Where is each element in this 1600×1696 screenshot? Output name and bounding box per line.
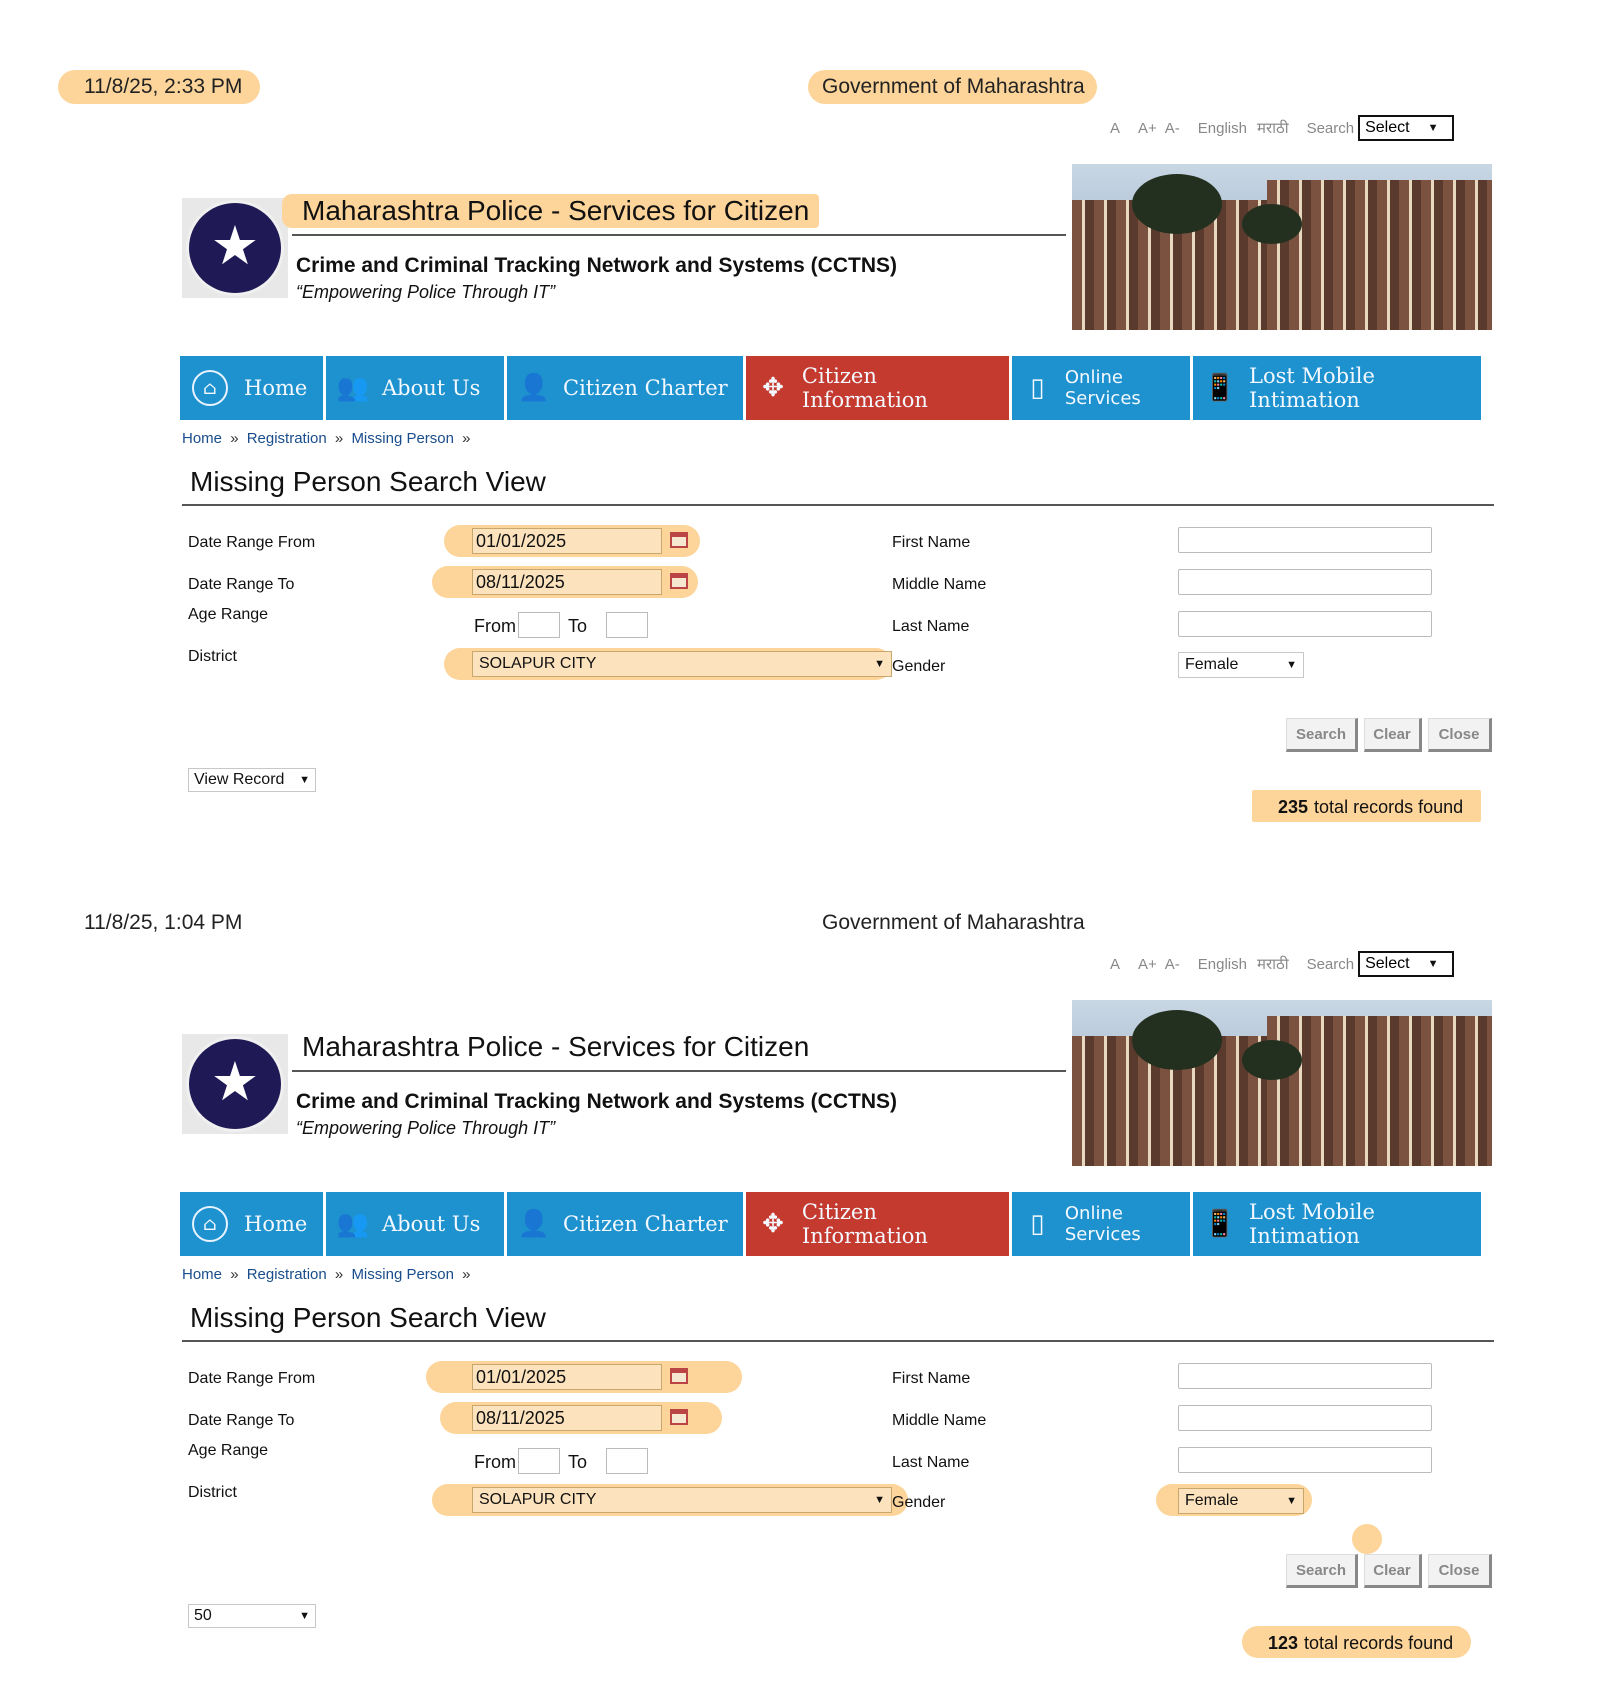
nav-information-label: Citizen Information (801, 364, 928, 412)
site-search-select[interactable] (1358, 951, 1454, 977)
nav-about-us[interactable] (326, 1192, 504, 1256)
age-from-input[interactable] (518, 612, 560, 638)
date-from-label: Date Range From (188, 534, 316, 551)
calendar-icon[interactable] (670, 1409, 688, 1425)
main-navigation (180, 356, 1484, 420)
age-to-input[interactable] (606, 1448, 648, 1474)
clear-button[interactable]: Clear (1364, 1554, 1422, 1588)
print-date: 11/8/25, 2:33 PM (58, 70, 260, 104)
font-increase-button[interactable]: A+ (1138, 119, 1157, 137)
breadcrumb (182, 430, 475, 447)
site-search-select-value: Select (1365, 119, 1410, 136)
nav-home[interactable] (180, 356, 323, 420)
nav-lost-mobile-label: Lost Mobile Intimation (1249, 1200, 1375, 1248)
government-title: Government of Maharashtra (808, 70, 1097, 104)
records-found-badge (1252, 790, 1481, 822)
calendar-icon[interactable] (670, 1368, 688, 1384)
headquarters-photo (1072, 1000, 1492, 1166)
nav-online-services[interactable] (1012, 1192, 1190, 1256)
emblem-icon: ✥ (762, 1209, 784, 1239)
nav-online-services[interactable] (1012, 356, 1190, 420)
nav-citizen-charter[interactable] (507, 356, 743, 420)
last-name-label: Last Name (892, 1454, 970, 1471)
clear-button[interactable]: Clear (1364, 718, 1422, 752)
home-icon: ⌂ (192, 1206, 228, 1242)
breadcrumb-home[interactable]: Home (182, 1266, 223, 1283)
font-decrease-button[interactable]: A- (1164, 119, 1180, 137)
district-label: District (188, 1484, 237, 1501)
font-normal-button[interactable]: A (1110, 119, 1121, 137)
site-search-select-value: Select (1365, 955, 1410, 972)
first-name-input[interactable] (1178, 1363, 1432, 1389)
nav-citizen-information[interactable] (746, 356, 1009, 420)
age-to-label: To (568, 616, 588, 636)
breadcrumb-missing-person[interactable]: Missing Person (351, 430, 454, 447)
records-text: total records found (1304, 1633, 1454, 1653)
age-range-label: Age Range (188, 606, 269, 623)
mobile-phone-icon: 📱 (1203, 1209, 1237, 1239)
font-decrease-button[interactable]: A- (1164, 955, 1180, 973)
age-range-label: Age Range (188, 1442, 269, 1459)
nav-about-label: About Us (382, 1212, 481, 1236)
site-subtitle: Crime and Criminal Tracking Network and Systems (CCTNS) (296, 254, 897, 277)
district-select[interactable] (472, 651, 892, 677)
district-label: District (188, 648, 237, 665)
nav-about-label: About Us (382, 376, 481, 400)
site-search-select[interactable] (1358, 115, 1454, 141)
page-title: Missing Person Search View (190, 466, 546, 497)
site-title: Maharashtra Police - Services for Citizen (302, 1031, 810, 1062)
date-to-label: Date Range To (188, 576, 295, 593)
gender-select-value: Female (1185, 656, 1239, 673)
highlight-marker (1352, 1524, 1382, 1554)
first-name-input[interactable] (1178, 527, 1432, 553)
records-text: total records found (1314, 797, 1464, 817)
breadcrumb-registration[interactable]: Registration (246, 1266, 327, 1283)
age-from-label: From (474, 1452, 516, 1472)
users-icon: 👥 (336, 1209, 370, 1239)
accessibility-toolbar (1110, 114, 1454, 142)
breadcrumb-separator: » (230, 1266, 239, 1283)
breadcrumb-separator: » (334, 1266, 344, 1283)
last-name-label: Last Name (892, 618, 970, 635)
nav-charter-label: Citizen Charter (563, 1212, 728, 1236)
chevron-down-icon: ▼ (874, 658, 885, 670)
font-normal-button[interactable]: A (1110, 955, 1121, 973)
chevron-down-icon: ▼ (299, 774, 310, 786)
nav-lost-mobile-intimation[interactable] (1193, 1192, 1481, 1256)
main-navigation (180, 1192, 1484, 1256)
nav-citizen-charter[interactable] (507, 1192, 743, 1256)
police-logo-icon: ★ (182, 198, 288, 298)
breadcrumb-separator: » (462, 430, 471, 447)
close-button[interactable]: Close (1428, 718, 1492, 752)
page-size-select-value: 50 (194, 1607, 212, 1624)
district-select-value: SOLAPUR CITY (479, 1491, 597, 1508)
page-title-divider (182, 1340, 1494, 1342)
site-title: Maharashtra Police - Services for Citizen (282, 194, 819, 228)
view-record-select-value: View Record (194, 771, 285, 788)
breadcrumb-registration[interactable]: Registration (246, 430, 327, 447)
district-select-value: SOLAPUR CITY (479, 655, 597, 672)
nav-citizen-information[interactable] (746, 1192, 1009, 1256)
breadcrumb-missing-person[interactable]: Missing Person (351, 1266, 454, 1283)
middle-name-input[interactable] (1178, 569, 1432, 595)
view-record-select[interactable] (188, 768, 316, 792)
records-count: 123 (1268, 1633, 1299, 1653)
nav-lost-mobile-label: Lost Mobile Intimation (1249, 364, 1375, 412)
headquarters-photo (1072, 164, 1492, 330)
middle-name-input[interactable] (1178, 1405, 1432, 1431)
page-title: Missing Person Search View (190, 1302, 546, 1333)
print-date: 11/8/25, 1:04 PM (84, 911, 243, 934)
nav-lost-mobile-intimation[interactable] (1193, 356, 1481, 420)
chevron-down-icon: ▼ (1427, 958, 1439, 970)
last-name-input[interactable] (1178, 611, 1432, 637)
age-from-label: From (474, 616, 516, 636)
date-to-input[interactable]: 08/11/2025 (472, 1405, 662, 1431)
chevron-down-icon: ▼ (1286, 1495, 1297, 1507)
date-to-input[interactable]: 08/11/2025 (472, 569, 662, 595)
records-found-badge (1242, 1626, 1471, 1658)
title-divider (292, 1070, 1066, 1072)
users-icon: 👥 (336, 373, 370, 403)
site-subtitle: Crime and Criminal Tracking Network and Systems (CCTNS) (296, 1090, 897, 1113)
kiosk-icon: ▯ (1030, 373, 1045, 403)
person-icon: 👤 (517, 1209, 551, 1239)
gender-select[interactable] (1178, 652, 1304, 678)
language-marathi-link[interactable]: मराठी (1256, 120, 1289, 137)
breadcrumb (182, 1266, 475, 1283)
kiosk-icon: ▯ (1030, 1209, 1045, 1239)
date-from-input[interactable]: 01/01/2025 (472, 1364, 662, 1390)
nav-about-us[interactable] (326, 356, 504, 420)
breadcrumb-separator: » (462, 1266, 471, 1283)
language-marathi-link[interactable]: मराठी (1256, 956, 1289, 973)
site-tagline: “Empowering Police Through IT” (296, 282, 556, 302)
calendar-icon[interactable] (670, 532, 688, 548)
title-divider (292, 234, 1066, 236)
middle-name-label: Middle Name (892, 576, 987, 593)
close-button[interactable]: Close (1428, 1554, 1492, 1588)
home-icon: ⌂ (192, 370, 228, 406)
date-from-input[interactable]: 01/01/2025 (472, 528, 662, 554)
gender-label: Gender (892, 658, 946, 675)
first-name-label: First Name (892, 1370, 971, 1387)
age-to-input[interactable] (606, 612, 648, 638)
gender-select-value: Female (1185, 1492, 1239, 1509)
nav-home-label: Home (244, 376, 308, 400)
breadcrumb-home[interactable]: Home (182, 430, 223, 447)
age-to-label: To (568, 1452, 588, 1472)
police-logo-icon: ★ (182, 1034, 288, 1134)
last-name-input[interactable] (1178, 1447, 1432, 1473)
chevron-down-icon: ▼ (1427, 122, 1439, 134)
records-count: 235 (1278, 797, 1309, 817)
font-increase-button[interactable]: A+ (1138, 955, 1157, 973)
first-name-label: First Name (892, 534, 971, 551)
chevron-down-icon: ▼ (1286, 659, 1297, 671)
age-from-input[interactable] (518, 1448, 560, 1474)
language-english-link[interactable]: English (1197, 955, 1247, 973)
chevron-down-icon: ▼ (874, 1494, 885, 1506)
language-english-link[interactable]: English (1197, 119, 1247, 137)
site-tagline: “Empowering Police Through IT” (296, 1118, 556, 1138)
date-to-label: Date Range To (188, 1412, 295, 1429)
date-from-label: Date Range From (188, 1370, 316, 1387)
site-search-label: Search (1306, 955, 1355, 973)
accessibility-toolbar (1110, 950, 1454, 978)
gender-select[interactable] (1178, 1488, 1304, 1514)
nav-home-label: Home (244, 1212, 308, 1236)
page-size-select[interactable] (188, 1604, 316, 1628)
mobile-phone-icon: 📱 (1203, 373, 1237, 403)
nav-home[interactable] (180, 1192, 323, 1256)
middle-name-label: Middle Name (892, 1412, 987, 1429)
district-select[interactable] (472, 1487, 892, 1513)
nav-online-label: Online Services (1064, 1203, 1141, 1245)
search-button[interactable]: Search (1286, 718, 1358, 752)
breadcrumb-separator: » (230, 430, 239, 447)
nav-information-label: Citizen Information (801, 1200, 928, 1248)
page-title-divider (182, 504, 1494, 506)
person-icon: 👤 (517, 373, 551, 403)
calendar-icon[interactable] (670, 573, 688, 589)
gender-label: Gender (892, 1494, 946, 1511)
chevron-down-icon: ▼ (299, 1610, 310, 1622)
government-title: Government of Maharashtra (822, 911, 1085, 934)
nav-online-label: Online Services (1064, 367, 1141, 409)
site-search-label: Search (1306, 119, 1355, 137)
emblem-icon: ✥ (762, 373, 784, 403)
search-button[interactable]: Search (1286, 1554, 1358, 1588)
nav-charter-label: Citizen Charter (563, 376, 728, 400)
breadcrumb-separator: » (334, 430, 344, 447)
print-panel-2 (0, 836, 1600, 1684)
